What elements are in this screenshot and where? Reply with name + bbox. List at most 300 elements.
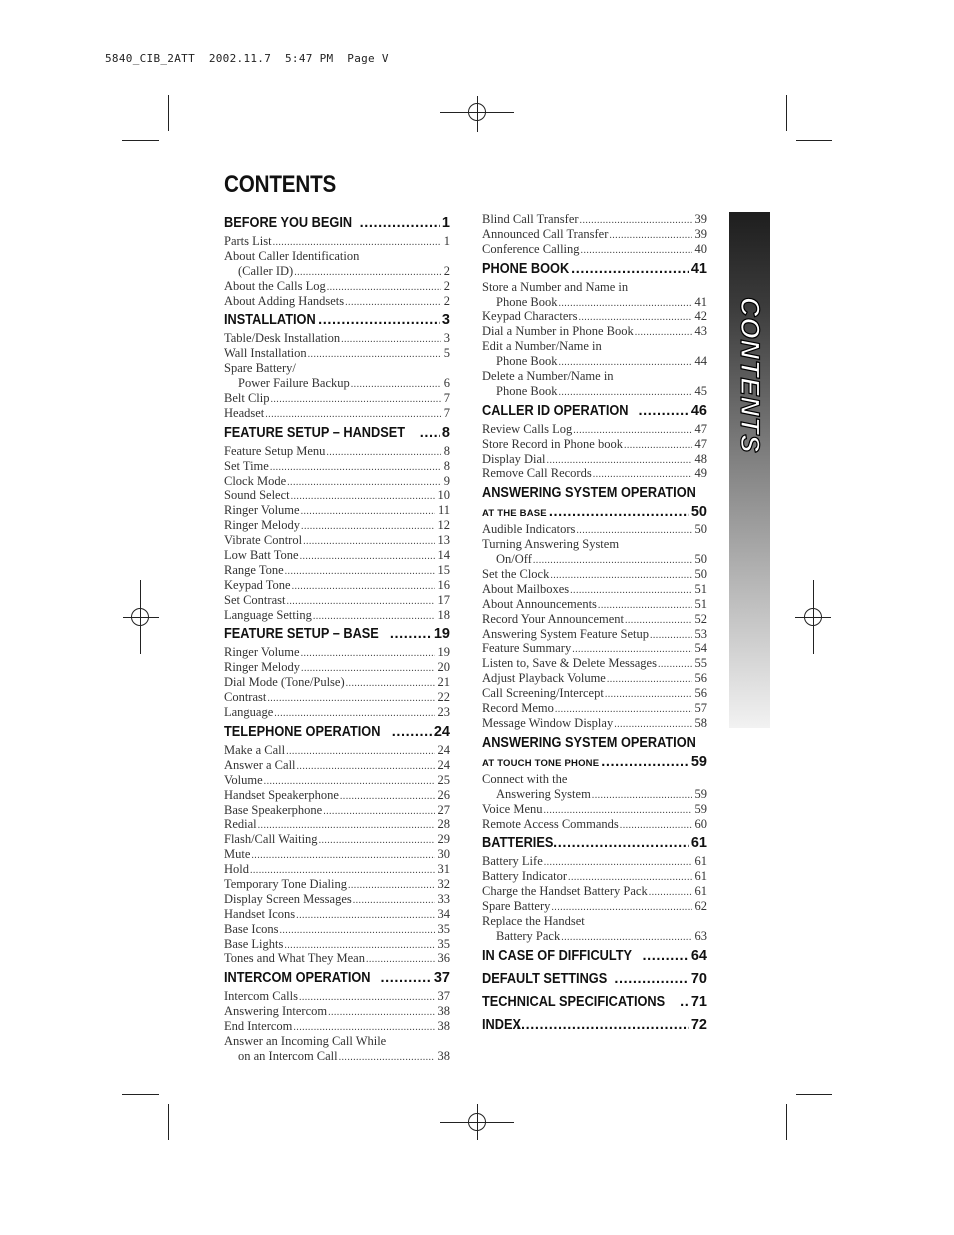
entry-title: Clock Mode <box>224 473 287 488</box>
toc-section <box>224 724 450 966</box>
toc-entry[interactable] <box>482 641 707 656</box>
dot-leader <box>286 746 434 757</box>
dot-leader <box>296 910 434 921</box>
dot-leader <box>264 776 435 787</box>
section-heading[interactable] <box>482 1017 707 1036</box>
toc-entry[interactable] <box>482 869 707 884</box>
toc-entry[interactable] <box>224 788 450 803</box>
dot-leader <box>544 857 692 868</box>
toc-entry[interactable] <box>224 937 450 952</box>
entry-page-number: 61 <box>694 884 707 899</box>
dot-leader <box>658 659 692 670</box>
toc-entry[interactable] <box>482 802 707 817</box>
toc-entry[interactable] <box>224 892 450 907</box>
toc-entry[interactable] <box>224 459 450 474</box>
toc-entry[interactable] <box>224 758 450 773</box>
toc-section <box>224 215 450 308</box>
section-page-number: 70 <box>690 970 707 987</box>
print-slug: 5840_CIB_2ATT 2002.11.7 5:47 PM Page V <box>105 52 389 65</box>
dot-leader <box>297 761 435 772</box>
toc-entry[interactable] <box>224 877 450 892</box>
entry-title: About the Calls Log <box>224 278 326 293</box>
dot-leader <box>553 835 689 851</box>
entry-page-number: 25 <box>437 772 450 787</box>
toc-entry[interactable] <box>224 675 450 690</box>
toc-entry-first-line: Answer an Incoming Call While <box>224 1033 387 1048</box>
toc-entry[interactable] <box>482 354 707 369</box>
toc-entry[interactable] <box>224 608 450 623</box>
section-heading[interactable] <box>482 971 707 990</box>
entry-page-number: 56 <box>694 671 707 686</box>
section-page-number: 1 <box>441 215 450 231</box>
dot-leader <box>581 245 692 256</box>
dot-leader <box>340 791 435 802</box>
section-page-number: 41 <box>690 260 707 277</box>
entry-page-number: 48 <box>694 451 707 466</box>
dot-leader <box>303 536 434 547</box>
section-subheading[interactable] <box>482 504 707 522</box>
entry-title: Answering System <box>496 786 591 801</box>
entry-title: Flash/Call Waiting <box>224 832 318 847</box>
toc-entry[interactable] <box>482 227 707 242</box>
entry-title: Belt Clip <box>224 391 270 406</box>
entry-title: Answering System Feature Setup <box>482 626 649 641</box>
dot-leader <box>593 469 692 480</box>
toc-entry-first-line: About Caller Identification <box>224 248 360 263</box>
entry-title: Record Your Announcement <box>482 611 624 626</box>
toc-entry[interactable] <box>224 989 450 1004</box>
entry-page-number: 51 <box>694 581 707 596</box>
entry-page-number: 15 <box>437 562 450 577</box>
entry-page-number: 24 <box>437 742 450 757</box>
toc-entry[interactable] <box>482 242 707 257</box>
toc-entry[interactable] <box>482 452 707 467</box>
entry-title: Listen to, Save & Delete Messages <box>482 656 657 671</box>
section-title: FEATURE SETUP – HANDSET <box>224 424 406 441</box>
toc-entry[interactable] <box>224 503 450 518</box>
entry-page-number: 7 <box>443 405 450 420</box>
toc-entry[interactable] <box>224 294 450 309</box>
toc-section <box>482 735 707 832</box>
toc-entry[interactable] <box>224 803 450 818</box>
section-page-number: 59 <box>690 753 707 770</box>
toc-entry[interactable] <box>224 533 450 548</box>
entry-page-number: 26 <box>437 787 450 802</box>
toc-entry[interactable] <box>224 817 450 832</box>
entry-page-number: 7 <box>443 391 450 406</box>
entry-title: Battery Indicator <box>482 869 568 884</box>
toc-entry[interactable] <box>224 922 450 937</box>
dot-leader <box>285 566 435 577</box>
toc-entry[interactable] <box>224 563 450 578</box>
entry-title: Handset Speakerphone <box>224 787 339 802</box>
entry-page-number: 54 <box>694 641 707 656</box>
entry-page-number: 60 <box>694 816 707 831</box>
section-subheading[interactable] <box>482 754 707 772</box>
section-page-number: 46 <box>690 402 707 419</box>
toc-entry[interactable] <box>224 951 450 966</box>
toc-entry[interactable] <box>224 234 450 249</box>
dot-leader <box>291 491 435 502</box>
dot-leader <box>649 887 692 898</box>
dot-leader <box>326 447 440 458</box>
toc-entry[interactable] <box>224 548 450 563</box>
dot-leader <box>301 663 434 674</box>
entry-title: Audible Indicators <box>482 522 576 537</box>
section-heading[interactable] <box>482 948 707 967</box>
entry-page-number: 12 <box>437 518 450 533</box>
dot-leader <box>614 971 689 987</box>
entry-title: Set the Clock <box>482 567 550 582</box>
dot-leader <box>318 312 440 328</box>
toc-entry[interactable] <box>482 212 707 227</box>
entry-title: Remove Call Records <box>482 466 592 481</box>
dot-leader <box>301 648 435 659</box>
entry-page-number: 34 <box>437 906 450 921</box>
section-heading[interactable] <box>224 970 450 989</box>
dot-leader <box>360 215 440 231</box>
entry-page-number: 61 <box>694 854 707 869</box>
toc-entry[interactable] <box>482 671 707 686</box>
toc-entry-first-line: Spare Battery/ <box>224 361 296 376</box>
entry-page-number: 63 <box>694 928 707 943</box>
entry-page-number: 28 <box>437 817 450 832</box>
entry-title: About Announcements <box>482 596 597 611</box>
toc-entry[interactable] <box>224 444 450 459</box>
dot-leader <box>265 409 440 420</box>
side-tab-label: CONTENTS <box>735 297 765 454</box>
section-title: INSTALLATION <box>224 312 316 329</box>
entry-title: Temporary Tone Dialing <box>224 876 347 891</box>
dot-leader <box>580 215 692 226</box>
section-title: TECHNICAL SPECIFICATIONS <box>482 993 666 1010</box>
dot-leader <box>533 555 692 566</box>
entry-title: Battery Pack <box>496 928 561 943</box>
toc-entry[interactable] <box>224 578 450 593</box>
toc-entry[interactable] <box>224 832 450 847</box>
toc-entry-first-line: Delete a Number/Name in <box>482 369 614 384</box>
section-heading[interactable] <box>224 215 450 234</box>
entry-title: Handset Icons <box>224 906 296 921</box>
dot-leader <box>348 880 435 891</box>
dot-leader <box>571 261 689 277</box>
toc-entry[interactable] <box>482 686 707 701</box>
toc-section <box>482 212 707 257</box>
crop-mark <box>786 95 787 131</box>
section-heading[interactable] <box>482 994 707 1013</box>
entry-title: Battery Life <box>482 854 543 869</box>
section-title: PHONE BOOK <box>482 260 570 277</box>
entry-title: Phone Book <box>496 383 558 398</box>
toc-entry[interactable] <box>224 518 450 533</box>
dot-leader <box>284 940 434 951</box>
dot-leader <box>287 477 441 488</box>
toc-entry[interactable] <box>482 627 707 642</box>
toc-entry[interactable] <box>224 346 450 361</box>
entry-title: Headset <box>224 405 265 420</box>
toc-entry[interactable] <box>482 597 707 612</box>
entry-page-number: 44 <box>694 354 707 369</box>
entry-title: Spare Battery <box>482 899 551 914</box>
entry-title: Volume <box>224 772 263 787</box>
toc-entry[interactable] <box>224 331 450 346</box>
toc-entry[interactable] <box>224 862 450 877</box>
entry-title: Store Record in Phone book <box>482 436 623 451</box>
entry-title: Intercom Calls <box>224 989 298 1004</box>
entry-title: Announced Call Transfer <box>482 226 609 241</box>
dot-leader <box>390 626 432 642</box>
toc-entry[interactable] <box>482 612 707 627</box>
toc-entry[interactable] <box>224 690 450 705</box>
entry-title: Ringer Volume <box>224 645 300 660</box>
dot-leader <box>558 357 691 368</box>
toc-entry[interactable] <box>224 1049 450 1064</box>
toc-entry[interactable] <box>482 466 707 481</box>
toc-section <box>482 835 707 943</box>
entry-page-number: 22 <box>437 690 450 705</box>
toc-entry[interactable] <box>482 854 707 869</box>
toc-entry[interactable] <box>224 406 450 421</box>
entry-title: Record Memo <box>482 701 554 716</box>
entry-page-number: 17 <box>437 592 450 607</box>
section-heading[interactable] <box>224 312 450 331</box>
entry-page-number: 50 <box>694 567 707 582</box>
section-title: ANSWERING SYSTEM OPERATION <box>482 485 696 502</box>
entry-page-number: 19 <box>437 645 450 660</box>
toc-entry[interactable] <box>224 645 450 660</box>
entry-page-number: 39 <box>694 212 707 226</box>
entry-title: Vibrate Control <box>224 533 303 548</box>
dot-leader <box>609 230 691 241</box>
section-heading[interactable] <box>482 485 707 504</box>
entry-title: Call Screening/Intercept <box>482 686 604 701</box>
toc-entry[interactable] <box>482 309 707 324</box>
entry-page-number: 32 <box>437 876 450 891</box>
dot-leader <box>614 719 691 730</box>
entry-page-number: 51 <box>694 596 707 611</box>
entry-page-number: 42 <box>694 309 707 324</box>
section-title: DEFAULT SETTINGS <box>482 970 608 987</box>
toc-entry[interactable] <box>224 474 450 489</box>
entry-page-number: 33 <box>437 891 450 906</box>
dot-leader <box>301 506 435 517</box>
entry-title: Range Tone <box>224 562 284 577</box>
entry-page-number: 35 <box>437 936 450 951</box>
toc-entry[interactable] <box>482 656 707 671</box>
toc-entry[interactable] <box>224 660 450 675</box>
entry-page-number: 61 <box>694 869 707 884</box>
toc-entry[interactable] <box>482 295 707 310</box>
entry-title: Ringer Volume <box>224 503 300 518</box>
section-title: CALLER ID OPERATION <box>482 402 629 419</box>
crop-mark <box>796 140 832 141</box>
entry-page-number: 57 <box>694 701 707 716</box>
section-title: IN CASE OF DIFFICULTY <box>482 947 633 964</box>
dot-leader <box>251 850 434 861</box>
dot-leader <box>319 835 435 846</box>
entry-title: Redial <box>224 817 257 832</box>
dot-leader <box>366 954 435 965</box>
section-heading[interactable] <box>224 626 450 645</box>
entry-title: End Intercom <box>224 1019 293 1034</box>
entry-title: Dial a Number in Phone Book <box>482 324 634 339</box>
entry-title: Blind Call Transfer <box>482 212 579 226</box>
dot-leader <box>635 327 692 338</box>
dot-leader <box>607 674 692 685</box>
entry-page-number: 8 <box>443 458 450 473</box>
entry-page-number: 3 <box>443 331 450 346</box>
entry-page-number: 59 <box>694 786 707 801</box>
dot-leader <box>625 615 692 626</box>
toc-entry[interactable] <box>482 437 707 452</box>
dot-leader <box>313 611 435 622</box>
toc-entry[interactable] <box>482 701 707 716</box>
section-heading[interactable] <box>482 403 707 422</box>
entry-title: Hold <box>224 862 249 877</box>
entry-page-number: 37 <box>437 989 450 1004</box>
toc-left-column <box>224 212 450 1068</box>
entry-page-number: 20 <box>437 660 450 675</box>
crop-mark <box>122 1094 159 1095</box>
section-page-number: 8 <box>441 424 450 441</box>
toc-entry[interactable] <box>224 376 450 391</box>
toc-entry[interactable] <box>482 567 707 582</box>
entry-page-number: 36 <box>437 951 450 966</box>
dot-leader <box>258 820 435 831</box>
toc-entry[interactable] <box>482 817 707 832</box>
entry-title: Message Window Display <box>482 715 614 730</box>
entry-page-number: 5 <box>443 346 450 361</box>
toc-entry[interactable] <box>224 488 450 503</box>
toc-entry[interactable] <box>224 705 450 720</box>
entry-page-number: 6 <box>443 376 450 391</box>
dot-leader <box>550 570 691 581</box>
section-title: INDEX <box>482 1016 522 1033</box>
toc-entry[interactable] <box>224 743 450 758</box>
toc-entry[interactable] <box>482 552 707 567</box>
entry-page-number: 62 <box>694 899 707 914</box>
section-page-number: 50 <box>690 504 707 521</box>
toc-entry[interactable] <box>224 847 450 862</box>
toc-entry[interactable] <box>224 279 450 294</box>
entry-page-number: 1 <box>443 234 450 248</box>
entry-title: Set Time <box>224 458 269 473</box>
toc-entry[interactable] <box>482 582 707 597</box>
dot-leader <box>568 872 691 883</box>
toc-entry[interactable] <box>482 522 707 537</box>
entry-title: Table/Desk Installation <box>224 331 341 346</box>
entry-page-number: 21 <box>437 675 450 690</box>
section-heading[interactable] <box>482 835 707 854</box>
toc-entry[interactable] <box>482 929 707 944</box>
dot-leader <box>420 425 440 441</box>
toc-entry[interactable] <box>482 787 707 802</box>
section-heading[interactable] <box>482 261 707 280</box>
toc-entry-first-line: Replace the Handset <box>482 913 585 928</box>
section-heading[interactable] <box>482 735 707 754</box>
dot-leader <box>327 282 441 293</box>
toc-entry[interactable] <box>224 1004 450 1019</box>
entry-page-number: 40 <box>694 241 707 256</box>
toc-section <box>482 994 707 1013</box>
entry-page-number: 35 <box>437 921 450 936</box>
entry-page-number: 2 <box>443 293 450 308</box>
entry-title: Phone Book <box>496 294 558 309</box>
toc-entry[interactable] <box>482 324 707 339</box>
dot-leader <box>341 334 441 345</box>
entry-title: Language Setting <box>224 607 312 622</box>
entry-title: on an Intercom Call <box>238 1048 338 1063</box>
entry-title: Wall Installation <box>224 346 307 361</box>
toc-entry[interactable] <box>224 593 450 608</box>
section-page-number: 24 <box>433 723 450 740</box>
toc-section <box>482 485 707 730</box>
toc-entry[interactable] <box>482 422 707 437</box>
toc-entry[interactable] <box>224 391 450 406</box>
entry-page-number: 41 <box>694 294 707 309</box>
toc-entry[interactable] <box>224 1019 450 1034</box>
crop-mark <box>122 140 159 141</box>
toc-section <box>482 1017 707 1036</box>
dot-leader <box>308 349 441 360</box>
entry-title: Low Batt Tone <box>224 548 299 563</box>
entry-title: About Adding Handsets <box>224 293 345 308</box>
toc-entry[interactable] <box>482 716 707 731</box>
toc-entry[interactable] <box>482 384 707 399</box>
entry-title: Display Screen Messages <box>224 891 352 906</box>
entry-title: Make a Call <box>224 742 286 757</box>
toc-entry[interactable] <box>224 264 450 279</box>
entry-title: Base Icons <box>224 921 279 936</box>
dot-leader <box>620 820 692 831</box>
crop-mark <box>796 1094 832 1095</box>
section-heading[interactable] <box>224 425 450 444</box>
dot-leader <box>345 297 441 308</box>
dot-leader <box>544 805 692 816</box>
entry-page-number: 24 <box>437 757 450 772</box>
entry-title: Phone Book <box>496 354 558 369</box>
entry-title: Ringer Melody <box>224 660 301 675</box>
section-page-number: 64 <box>690 947 707 964</box>
section-heading[interactable] <box>224 724 450 743</box>
crop-mark <box>786 1104 787 1140</box>
section-title: BATTERIES <box>482 835 554 852</box>
dot-leader <box>270 462 441 473</box>
dot-leader <box>551 902 691 913</box>
entry-title: Conference Calling <box>482 241 580 256</box>
dot-leader <box>578 312 691 323</box>
entry-title: Keypad Characters <box>482 309 578 324</box>
entry-page-number: 38 <box>437 1048 450 1063</box>
toc-entry[interactable] <box>224 907 450 922</box>
toc-entry[interactable] <box>482 884 707 899</box>
toc-section <box>224 970 450 1063</box>
section-page-number: 71 <box>690 993 707 1010</box>
entry-page-number: 16 <box>437 577 450 592</box>
toc-entry-first-line: Edit a Number/Name in <box>482 339 602 354</box>
dot-leader <box>605 689 692 700</box>
dot-leader <box>353 895 435 906</box>
entry-page-number: 52 <box>694 611 707 626</box>
section-subtitle: AT TOUCH TONE PHONE <box>482 757 600 769</box>
toc-entry[interactable] <box>482 899 707 914</box>
dot-leader <box>293 1022 434 1033</box>
entry-title: Contrast <box>224 690 267 705</box>
entry-title: Charge the Handset Battery Pack <box>482 884 648 899</box>
dot-leader <box>598 600 692 611</box>
entry-page-number: 11 <box>437 503 450 518</box>
toc-entry[interactable] <box>224 773 450 788</box>
